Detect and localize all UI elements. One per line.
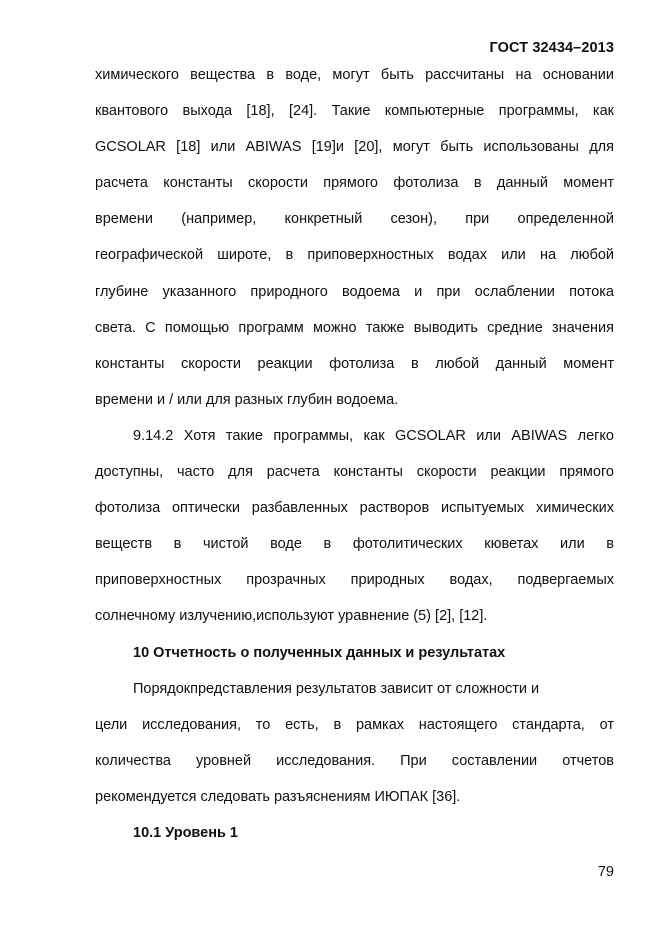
text-line: количества уровней исследования. При составлении отчетов xyxy=(95,752,614,769)
text-line: приповерхностных прозрачных природных водах, подвергаемых xyxy=(95,572,614,589)
text-line: времени и / или для разных глубин водоема. xyxy=(95,391,399,408)
text-line: константы скорости реакции фотолиза в любой данный момент xyxy=(95,355,614,372)
page-number: 79 xyxy=(597,864,614,880)
text-line: солнечному излучению,используют уравнение (5) [2], [12]. xyxy=(95,608,488,625)
text-line: квантового выхода [18], [24]. Такие компьютерные программы, как xyxy=(95,103,614,120)
text-line: времени (например, конкретный сезон), при определенной xyxy=(95,211,614,228)
text-line: химического вещества в воде, могут быть рассчитаны на основании xyxy=(95,67,614,83)
text-line: расчета константы скорости прямого фотолиза в данный момент xyxy=(95,175,614,192)
section-heading: 10 Отчетность о полученных данных и результатах xyxy=(133,644,506,661)
paragraph-first-line: Порядокпредставления результатов зависит от сложности и xyxy=(133,680,540,697)
text-line: цели исследования, то есть, в рамках настоящего стандарта, от xyxy=(95,716,614,733)
page-body xyxy=(95,64,614,858)
text-line: географической широте, в приповерхностных водах или на любой xyxy=(95,247,614,264)
document-header: ГОСТ 32434–2013 xyxy=(489,40,614,56)
subsection-heading: 10.1 Уровень 1 xyxy=(133,824,238,841)
text-line: веществ в чистой воде в фотолитических кюветах или в xyxy=(95,536,614,553)
text-line: доступны, часто для расчета константы скорости реакции прямого xyxy=(95,464,614,481)
text-line: фотолиза оптически разбавленных растворов испытуемых химических xyxy=(95,500,614,517)
text-line: глубине указанного природного водоема и при ослаблении потока xyxy=(95,283,614,300)
text-line: рекомендуется следовать разъяснениям ИЮПАК [36]. xyxy=(95,788,461,805)
text-line: света. С помощью программ можно также выводить средние значения xyxy=(95,319,614,336)
text-line: GCSOLAR [18] или ABIWAS [19]и [20], могут быть использованы для xyxy=(95,139,614,156)
paragraph-first-line: 9.14.2 Хотя такие программы, как GCSOLAR или ABIWAS легко xyxy=(133,427,614,444)
